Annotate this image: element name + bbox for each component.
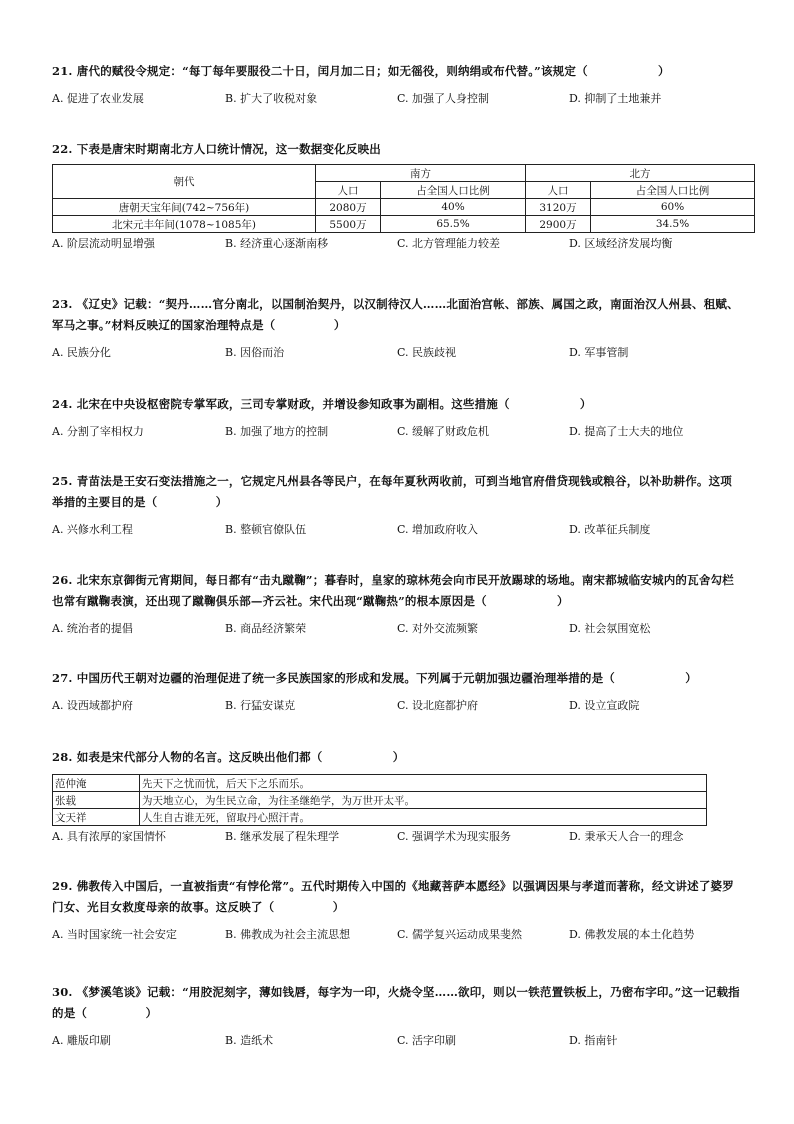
option-b[interactable]: B. 商品经济繁荣: [225, 622, 307, 635]
option-c[interactable]: C. 强调学术为现实服务: [397, 830, 512, 843]
table-header-south-ratio: 占全国人口比例: [381, 182, 526, 199]
option-b[interactable]: B. 加强了地方的控制: [225, 425, 329, 438]
question-23: [52, 294, 742, 362]
option-c[interactable]: C. 增加政府收入: [397, 523, 479, 536]
table-cell-south-ratio: 65.5%: [381, 216, 526, 233]
table-header-dynasty: 朝代: [53, 165, 316, 199]
option-a[interactable]: A. 具有浓厚的家国情怀: [52, 830, 166, 843]
question-24: [52, 394, 742, 441]
option-d[interactable]: D. 设立宣政院: [569, 699, 640, 712]
option-b[interactable]: B. 继承发展了程朱理学: [225, 830, 340, 843]
quotes-table: [52, 774, 707, 826]
option-b[interactable]: B. 扩大了收税对象: [225, 92, 318, 105]
question-stem: 23. 《辽史》记载：“契丹……官分南北，以国制治契丹，以汉制待汉人……北面治宫帐、部族、属国之政，南面治汉人州县、租赋、军马之事。”材料反映辽的国家治理特点是（ ）: [52, 297, 739, 332]
table-row: [53, 775, 707, 792]
option-c[interactable]: C. 设北庭都护府: [397, 699, 479, 712]
question-stem: 22. 下表是唐宋时期南北方人口统计情况，这一数据变化反映出: [52, 142, 382, 156]
question-stem: 27. 中国历代王朝对边疆的治理促进了统一多民族国家的形成和发展。下列属于元朝加强边疆治理举措的是（ ）: [52, 671, 697, 685]
option-b[interactable]: B. 因俗而治: [225, 346, 285, 359]
table-row: [53, 792, 707, 809]
option-c[interactable]: C. 对外交流频繁: [397, 622, 479, 635]
options-row: [52, 344, 742, 362]
options-row: [52, 828, 742, 846]
options-row: [52, 620, 742, 638]
option-d[interactable]: D. 改革征兵制度: [569, 523, 651, 536]
option-c[interactable]: C. 活字印刷: [397, 1034, 457, 1047]
option-b[interactable]: B. 行猛安谋克: [225, 699, 296, 712]
option-d[interactable]: D. 指南针: [569, 1034, 618, 1047]
option-c[interactable]: C. 缓解了财政危机: [397, 425, 490, 438]
question-stem: 29. 佛教传入中国后，一直被指责“有悖伦常”。五代时期传入中国的《地藏菩萨本愿经》以强调因果与孝道而著称，经文讲述了婆罗门女、光目女救度母亲的故事。这反映了（ ）: [52, 879, 734, 914]
table-cell-quote: 先天下之忧而忧，后天下之乐而乐。: [140, 775, 707, 792]
table-header-north-ratio: 占全国人口比例: [591, 182, 755, 199]
option-d[interactable]: D. 秉承天人合一的理念: [569, 830, 684, 843]
option-a[interactable]: A. 促进了农业发展: [52, 92, 144, 105]
question-stem: 30. 《梦溪笔谈》记载：“用胶泥刻字，薄如钱唇，每字为一印，火烧令坚……欲印，则以一铁范置铁板上，乃密布字印。”这一记载指的是（ ）: [52, 985, 740, 1020]
options-row: [52, 521, 742, 539]
options-row: [52, 1032, 742, 1050]
question-stem: 25. 青苗法是王安石变法措施之一，它规定凡州县各等民户，在每年夏秋两收前，可到当地官府借贷现钱或粮谷，以补助耕作。这项举措的主要目的是（ ）: [52, 474, 733, 509]
table-cell-name: 范仲淹: [53, 775, 140, 792]
table-cell-quote: 人生自古谁无死，留取丹心照汗青。: [140, 809, 707, 826]
options-row: [52, 235, 755, 253]
question-30: [52, 982, 742, 1050]
table-cell-north-pop: 3120万: [526, 199, 591, 216]
options-row: [52, 697, 742, 715]
question-26: [52, 570, 742, 638]
question-29: [52, 876, 742, 944]
table-header-south: 南方: [316, 165, 526, 182]
option-a[interactable]: A. 民族分化: [52, 346, 111, 359]
question-22: [52, 139, 755, 253]
question-stem: 28. 如表是宋代部分人物的名言。这反映出他们都（ ）: [52, 750, 405, 764]
option-b[interactable]: B. 造纸术: [225, 1034, 274, 1047]
option-a[interactable]: A. 兴修水利工程: [52, 523, 133, 536]
option-d[interactable]: D. 区域经济发展均衡: [569, 237, 673, 250]
option-b[interactable]: B. 整顿官僚队伍: [225, 523, 307, 536]
option-d[interactable]: D. 抑制了土地兼并: [569, 92, 662, 105]
table-cell-north-ratio: 60%: [591, 199, 755, 216]
table-header-north-pop: 人口: [526, 182, 591, 199]
option-c[interactable]: C. 儒学复兴运动成果斐然: [397, 928, 523, 941]
question-stem: 26. 北宋东京御街元宵期间，每日都有“击丸蹴鞠”；暮春时，皇家的琼林苑会向市民开放踢球的场地。南宋都城临安城内的瓦舍勾栏也常有蹴鞠表演，还出现了蹴鞠俱乐部—齐云社。宋代出现“蹴鞠热”的根本原因是（ ）: [52, 573, 734, 608]
question-28: [52, 747, 742, 846]
option-b[interactable]: B. 经济重心逐渐南移: [225, 237, 329, 250]
table-cell-north-ratio: 34.5%: [591, 216, 755, 233]
table-cell-era: 唐朝天宝年间(742~756年): [53, 199, 316, 216]
options-row: [52, 926, 742, 944]
table-row: [53, 216, 755, 233]
option-a[interactable]: A. 分割了宰相权力: [52, 425, 144, 438]
table-cell-north-pop: 2900万: [526, 216, 591, 233]
option-d[interactable]: D. 社会氛围宽松: [569, 622, 651, 635]
option-c[interactable]: C. 北方管理能力较差: [397, 237, 501, 250]
option-a[interactable]: A. 统治者的提倡: [52, 622, 133, 635]
table-cell-name: 张载: [53, 792, 140, 809]
table-cell-quote: 为天地立心，为生民立命，为往圣继绝学，为万世开太平。: [140, 792, 707, 809]
option-a[interactable]: A. 雕版印刷: [52, 1034, 111, 1047]
question-27: [52, 668, 742, 715]
table-cell-south-ratio: 40%: [381, 199, 526, 216]
table-row: [53, 199, 755, 216]
options-row: [52, 423, 742, 441]
question-stem: 24. 北宋在中央设枢密院专掌军政，三司专掌财政，并增设参知政事为副相。这些措施（ ）: [52, 397, 592, 411]
option-a[interactable]: A. 当时国家统一社会安定: [52, 928, 177, 941]
table-cell-era: 北宋元丰年间(1078~1085年): [53, 216, 316, 233]
option-c[interactable]: C. 民族歧视: [397, 346, 457, 359]
option-b[interactable]: B. 佛教成为社会主流思想: [225, 928, 351, 941]
table-header-north: 北方: [526, 165, 755, 182]
question-stem: 21. 唐代的赋役令规定：“每丁每年要服役二十日，闰月加二日；如无徭役，则纳绢或布代替。”该规定（ ）: [52, 64, 670, 78]
option-d[interactable]: D. 提高了士大夫的地位: [569, 425, 684, 438]
option-d[interactable]: D. 军事管制: [569, 346, 629, 359]
option-a[interactable]: A. 设西域都护府: [52, 699, 133, 712]
table-cell-name: 文天祥: [53, 809, 140, 826]
option-c[interactable]: C. 加强了人身控制: [397, 92, 490, 105]
table-row: [53, 809, 707, 826]
options-row: [52, 90, 742, 108]
table-cell-south-pop: 5500万: [316, 216, 381, 233]
question-21: [52, 61, 742, 108]
option-d[interactable]: D. 佛教发展的本土化趋势: [569, 928, 695, 941]
question-25: [52, 471, 742, 539]
option-a[interactable]: A. 阶层流动明显增强: [52, 237, 155, 250]
table-cell-south-pop: 2080万: [316, 199, 381, 216]
population-table: [52, 164, 755, 233]
table-header-south-pop: 人口: [316, 182, 381, 199]
